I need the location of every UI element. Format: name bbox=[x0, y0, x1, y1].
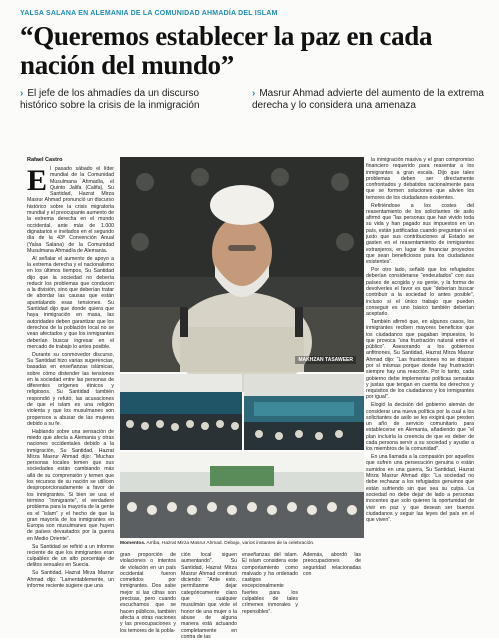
photo-credit-watermark: MAKHZAN TASAWEER bbox=[295, 356, 356, 364]
portrait-illustration bbox=[120, 157, 364, 372]
article-paragraph: Por otro lado, señaló que los refugiados deberían considerarse “endeudados” con sus países de acogida y su gente, y la forma de devolverles el favor es que “deberían buscar contribuir a la sociedad lo antes posible”, incluso si el único trabajo que pueden conseguir es uno básico también deberían aceptarlo. bbox=[366, 267, 474, 318]
article-paragraph: Su Santidad, Hazrat Mirza Masrur Ahmad dijo: “Lamentablemente, un informe reciente sugiere que una bbox=[27, 570, 114, 589]
article-paragraph bbox=[27, 166, 114, 254]
article-paragraph: En una llamada a la compasión por aquellos que sufren una persecución genuina o están sumidos en una guerra, Su Santidad, Hazrat Mirza Masrur Ahmad dijo: “La sociedad no debe rechazar a los refugiados genuinos que están sufriendo sin que sea su culpa. La sociedad no debe dejar de lado a personas inocentes que solo quieren la oportunidad de vivir en paz y que desean ser buenos ciudadanos y seguir las leyes del país en el que viven”. bbox=[366, 454, 474, 524]
subheadline-2 bbox=[252, 88, 485, 112]
headline: “Queremos establecer la paz en cada nación del mundo” bbox=[20, 21, 433, 80]
article-paragraph: También afirmó que, en algunos casos, los inmigrantes reciben mayores beneficios que los ciudadanos que pagaban impuestos, lo que provoca “una frustración natural entre el público”. Asesorando a los gobiernos anfitriones, Su Santidad, Hazrat Mirza Masrur Ahmad dijo: “Las frustraciones no se disipan por sí mismas porque donde hay frustración siempre hay una reacción. Por lo tanto, cada gobierno debe implementar políticas sensatas y justas que tengan en cuenta los derechos y requisitos de los ciudadanos y los inmigrantes por igual”. bbox=[366, 318, 474, 401]
chevron-right-icon: › bbox=[252, 88, 256, 99]
photo-audience-hall bbox=[120, 374, 242, 450]
subheadline-2-text: Masrur Ahmad advierte del aumento de la extrema derecha y lo considera una amenaza bbox=[252, 88, 484, 111]
photo-caption bbox=[120, 541, 364, 547]
section-kicker: YALSA SALANA EN ALEMANIA DE LA COMUNIDAD AHMADÍA DEL ISLAM bbox=[20, 10, 278, 17]
article-paragraph: Refiriéndose a los costes del reasentamiento de los solicitantes de asilo afirmó que “las personas que han vivido toda su vida y han pagado sus impuestos en un país, están justificadas cuando preguntan si es justo que sus contribuciones al Estado se gasten en el reasentamiento de inmigrantes extranjeros, en lugar de financiar proyectos que sean beneficiosos para los ciudadanos existentes”. bbox=[366, 202, 474, 266]
article-paragraph: Durante su conmovedor discurso, Su Santidad hizo varias sugerencias, basadas en enseñanzas islámicas, sobre cómo distender las tensiones en la sociedad entre las personas de diferentes orígenes étnicos y religiosos. Su Santidad también respondió y refutó, las acusaciones de que el islam es una religión violenta y que los musulmanes son propensos a abusar de las mujeres debido a su fe. bbox=[27, 351, 114, 427]
byline: Rafael Castro bbox=[27, 157, 63, 163]
article-column-2: gran proporción de violaciones o intentos de violación en un país occidental fueron cometidos por inmigrantes. Dos sabe mejor si las cifras son precisas, pero cuando escuchamos que se hacen públicos, también afecta a otras naciones y las preocupaciones y los temores de la pobla- bbox=[120, 552, 176, 634]
article-paragraph: Hablando sobre una sensación de miedo que afecta a Alemania y otras naciones occidentales debido a la inmigración, Su Santidad, Hazrat Mirza Masrur Ahmad dijo: “Muchas personas locales temen que sus sociedades están cambiando más allá de su comprensión y temen que los recursos de su nación se utilicen desproporcionadamente a favor de los inmigrantes. Si bien se usa el término “inmigrante”, el verdadero problema para la mayoría de la gente es el “islam” y el hecho de que la gran mayoría de los inmigrantes en Europa son musulmanes que huyen de países devastados por la guerra en Medio Oriente”. bbox=[27, 428, 114, 542]
subheadlines bbox=[20, 88, 485, 134]
article-column-1 bbox=[27, 166, 114, 616]
article-column-3: ción local siguen aumentando”. Su Santidad, Hazrat Mirza Masrur Ahmad continuó diciendo: “Ante esto, permítanme dejar categóricamente claro que cualquier musulmán que viole el honor de una mujer o la abuse de alguna manera está actuando completamente en contra de las bbox=[181, 552, 237, 640]
subheadline-1-text: El jefe de los ahmadíes da un discurso histórico sobre la crisis de la inmigración bbox=[20, 88, 200, 111]
paragraph-text: l pasado sábado el líder mundial de la Comunidad Musulmana Ahmadía, el Quinto Jalifa (Califa), Su Santidad, Hazrat Mirza Masrur Ahmad pronunció un discurso histórico sobre la crisis migratoria mundial y el preocupante aumento de la extrema derecha en el mundo occidental, ante más de 1.000 dignatarios e invitados en el segundo día de la 43ª Convención Anual (Yalsa Salana) de la Comunidad Musulmana Ahmadía de Alemania. bbox=[27, 166, 114, 254]
subheadline-1 bbox=[20, 88, 235, 112]
main-photo bbox=[120, 157, 364, 372]
article-paragraph: Al señalar el aumento de apoyo a la extrema derecha y el nacionalismo en los últimos tiempos, Su Santidad dijo que la sociedad no debería reducir los problemas que conducen a la división, sino que deberían tratar de abordar las causas que están apuntalando esas tensiones. Su Santidad dijo que donde quiera que haya inmigración en masa, las autoridades deben garantizar que los derechos de la población local no se vean afectados y que los inmigrantes deberían buscar ingresar en el mercado de trabajo lo antes posible. bbox=[27, 255, 114, 350]
chevron-right-icon: › bbox=[20, 88, 24, 99]
drop-cap: E bbox=[27, 164, 48, 197]
article-column-right bbox=[366, 157, 474, 617]
photo-stage-hall bbox=[244, 374, 364, 450]
article-column-5: Además, abordó las preocupaciones de seguridad relacionadas con bbox=[303, 552, 361, 577]
photo-crowd-tent bbox=[120, 452, 364, 538]
article-column-4: enseñanzas del islam. El islam considera este comportamiento como malvado y ha ordenado castigos excepcionalmente fuertes para los culpables de tales crímenes inmorales y repensibles”. bbox=[242, 552, 298, 615]
caption-label: Momentos. bbox=[120, 541, 146, 546]
article-paragraph: Elogió la decisión del gobierno alemán de considerar una nueva política por la cual a los solicitantes de asilo se les exigirá que presten un año de servicio comunitario para establecerse en Alemania, añadiendo que “el plan incluiría la creencia de que es deber de cada persona servir a su sociedad y ayudar a los miembros de la comunidad”. bbox=[366, 402, 474, 453]
article-paragraph: Su Santidad se refirió a un informe reciente de que los inmigrantes eran culpables de un alto porcentaje de delitos sexuales en Suecia. bbox=[27, 543, 114, 569]
caption-text: Arriba, Hazrat Mirza Masrur Ahmad. Debajo, varios instantes de la celebración. bbox=[145, 541, 315, 546]
article-paragraph: la inmigración masiva y el gran compromiso financiero requerido para reasentar a los inmigrantes a gran escala. Dijo que tales problemas deben ser directamente confrontados y debatidos racionalmente para que se formen soluciones que alivien los temores de los ciudadanos existentes. bbox=[366, 157, 474, 201]
